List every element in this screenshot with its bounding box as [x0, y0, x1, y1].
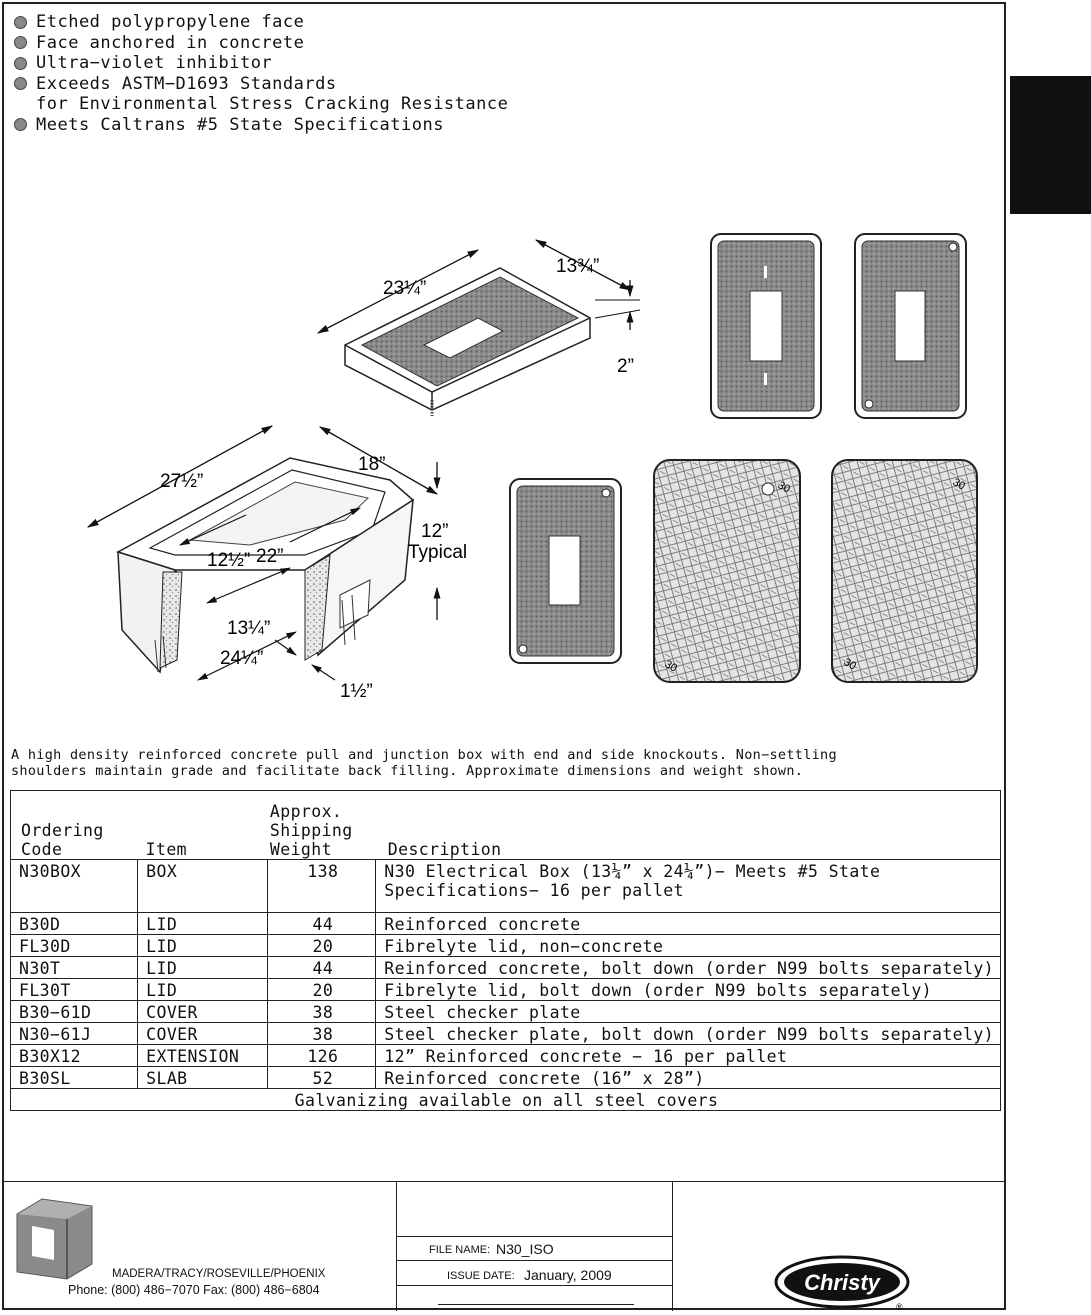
dim-box-base-length: 24¼”: [220, 648, 264, 669]
dim-lid-length: 23¼”: [383, 278, 427, 299]
svg-text:Christy: Christy: [804, 1270, 880, 1295]
dim-box-height: 12”: [421, 521, 449, 542]
locations: MADERA/TRACY/ROSEVILLE/PHOENIX: [112, 1268, 326, 1280]
product-description: A high density reinforced concrete pull and junction box with end and side knockouts. Non−settling shoulders maintain grade and facilitate back filling. Approximate dimensions and weight shown.: [11, 747, 837, 779]
table-header: [11, 791, 1001, 860]
christy-logo: [774, 1254, 914, 1314]
table-row: FL30D LID 20 Fibrelyte lid, non−concrete: [11, 935, 1001, 957]
dim-wall-thickness: 1½”: [340, 681, 373, 702]
table-row: FL30T LID 20 Fibrelyte lid, bolt down (order N99 bolts separately): [11, 979, 1001, 1001]
cover-plan-b30-61d: [654, 460, 800, 682]
dim-lid-thickness: 2”: [617, 356, 634, 377]
issue-date-label: ISSUE DATE:: [447, 1270, 515, 1282]
file-name-value: N30_ISO: [496, 1241, 554, 1257]
table-row: N30T LID 44 Reinforced concrete, bolt down (order N99 bolts separately): [11, 957, 1001, 979]
isometric-lid: [345, 268, 590, 416]
header-weight: Approx. Shipping Weight: [268, 791, 376, 860]
lid-plan-n30t: [855, 234, 966, 418]
lid-plan-fl30t: [510, 479, 621, 663]
header-item: Item: [138, 791, 268, 860]
dim-box-length: 27½”: [160, 471, 204, 492]
table-row: B30X12 EXTENSION 126 12” Reinforced concrete − 16 per pallet: [11, 1045, 1001, 1067]
feature-item: Face anchored in concrete: [14, 33, 508, 54]
title-block: [4, 1181, 1006, 1311]
feature-item-continued: for Environmental Stress Cracking Resistance: [36, 94, 509, 114]
table-row: N30−61J COVER 38 Steel checker plate, bolt down (order N99 bolts separately): [11, 1023, 1001, 1045]
svg-text:30: 30: [662, 658, 680, 675]
ordering-table: [10, 790, 1001, 1111]
company-logo: [12, 1194, 112, 1284]
dim-box-height-note: Typical: [408, 542, 468, 563]
feature-item: Exceeds ASTM−D1693 Standards: [14, 74, 508, 95]
svg-text:30: 30: [775, 479, 793, 496]
feature-item: Meets Caltrans #5 State Specifications: [14, 115, 508, 136]
header-code: Ordering Code: [11, 791, 138, 860]
dim-box-inner-width: 12½”: [207, 550, 251, 571]
header-description: Description: [376, 791, 1001, 860]
dim-box-width: 18”: [358, 454, 386, 475]
dim-lid-width: 13¾”: [556, 256, 600, 277]
table-footer-note: Galvanizing available on all steel covers: [11, 1089, 1001, 1111]
svg-text:®: ®: [896, 1302, 903, 1312]
table-row: B30SL SLAB 52 Reinforced concrete (16” x 28”): [11, 1067, 1001, 1089]
file-name-label: FILE NAME:: [429, 1244, 491, 1256]
svg-text:30: 30: [841, 656, 859, 673]
phone-fax: Phone: (800) 486−7070 Fax: (800) 486−6804: [68, 1283, 320, 1297]
table-row: B30D LID 44 Reinforced concrete: [11, 913, 1001, 935]
cover-plan-n30-61j: [832, 460, 977, 682]
dim-box-inner-length: 22”: [256, 546, 284, 567]
lid-plan-b30d: [711, 234, 821, 418]
svg-text:30: 30: [950, 476, 968, 493]
dim-box-base-width: 13¼”: [227, 618, 271, 639]
feature-item: Etched polypropylene face: [14, 12, 508, 33]
feature-item: Ultra−violet inhibitor: [14, 53, 508, 74]
table-row: B30−61D COVER 38 Steel checker plate: [11, 1001, 1001, 1023]
issue-date-value: January, 2009: [524, 1267, 612, 1283]
table-row: N30BOX BOX 138 N30 Electrical Box (13¼” x 24¼”)− Meets #5 State Specifications− 16 per pallet: [11, 860, 1001, 913]
